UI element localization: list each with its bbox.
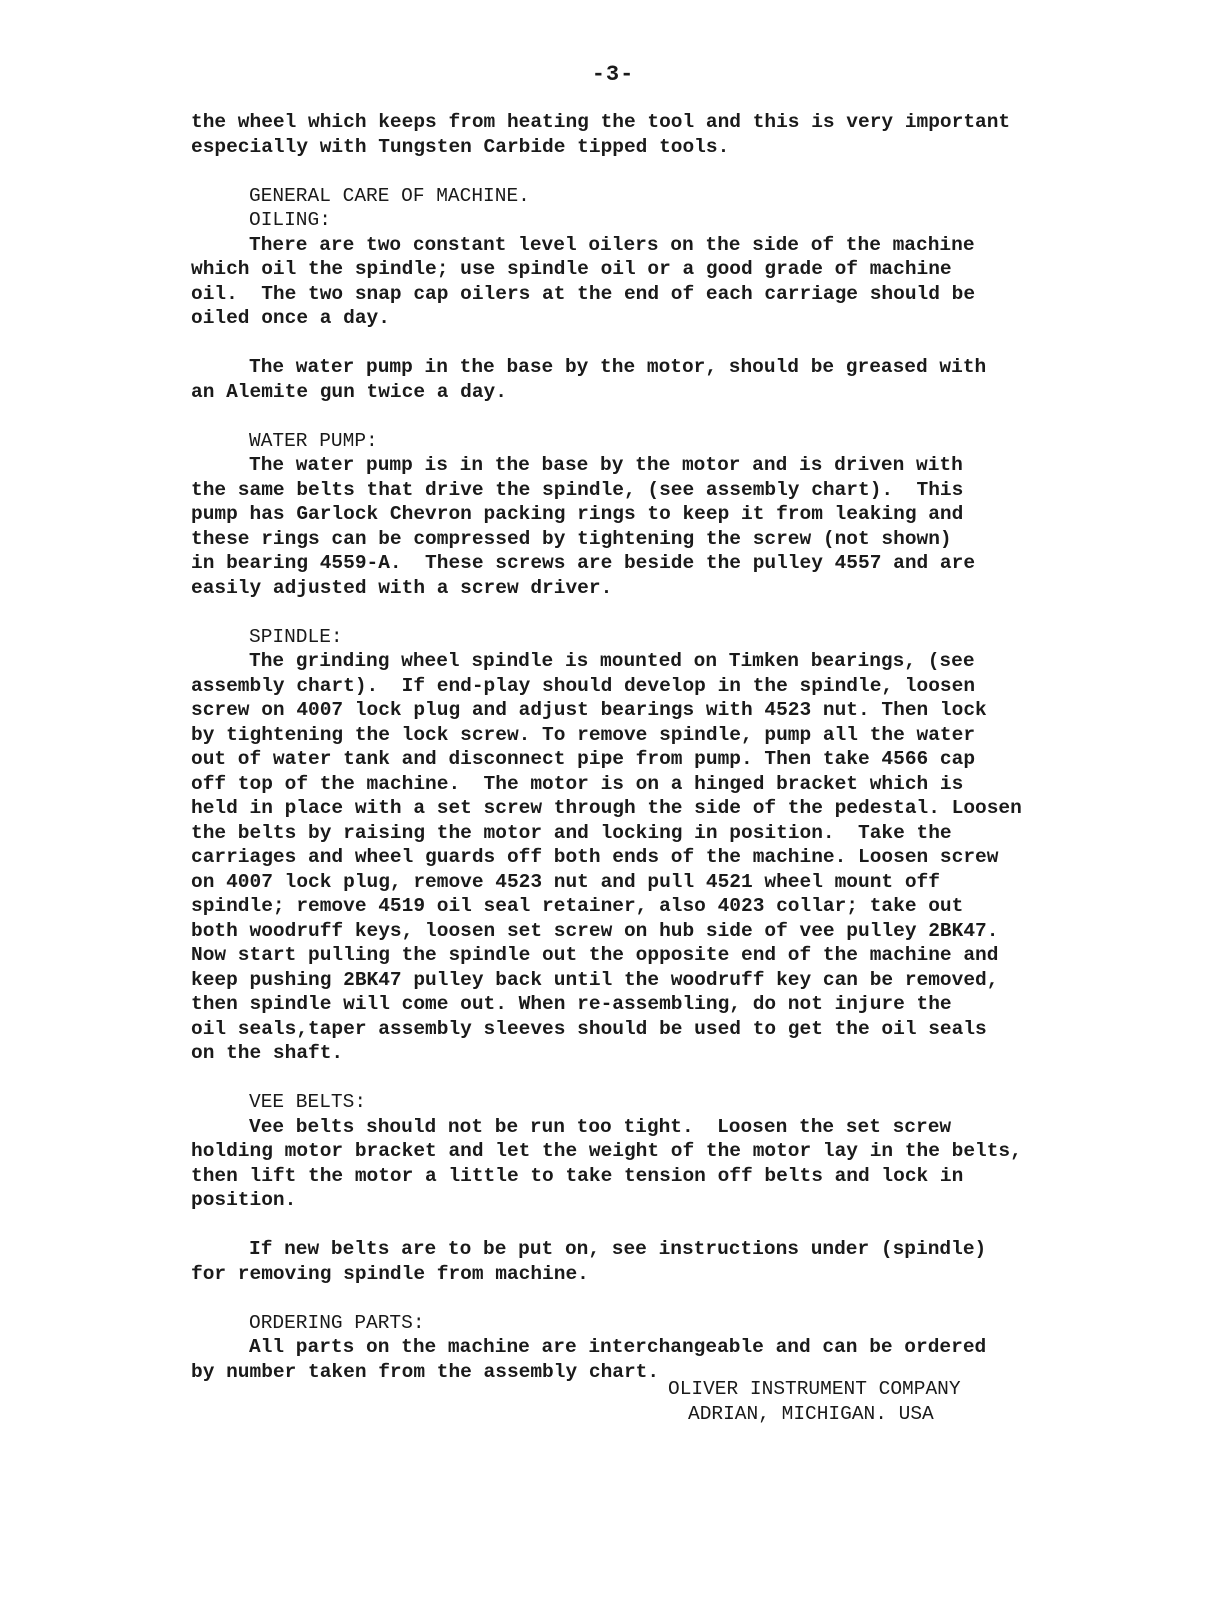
ordering-parts-heading: ORDERING PARTS: <box>249 1311 425 1334</box>
ordering-parts-line: by number taken from the assembly chart. <box>191 1360 660 1383</box>
spindle-line: on the shaft. <box>191 1042 344 1064</box>
oiling-line: oil. The two snap cap oilers at the end of each carriage should be <box>191 282 976 305</box>
ordering-parts-line: All parts on the machine are interchangeable and can be ordered <box>249 1336 987 1358</box>
spindle-line: spindle; remove 4519 oil seal retainer, also 4023 collar; take out <box>191 895 964 917</box>
oiling-line: which oil the spindle; use spindle oil or a good grade of machine <box>191 258 952 280</box>
spindle-heading: SPINDLE: <box>249 625 343 648</box>
company-name: OLIVER INSTRUMENT COMPANY <box>668 1378 961 1400</box>
pump-grease-line: The water pump in the base by the motor, should be greased with <box>249 356 987 378</box>
spindle-line: held in place with a set screw through the side of the pedestal. Loosen <box>191 797 1022 819</box>
spindle-line: both woodruff keys, loosen set screw on hub side of vee pulley 2BK47. <box>191 919 999 942</box>
company-location: ADRIAN, MICHIGAN. USA <box>688 1402 934 1425</box>
spindle-line: carriages and wheel guards off both ends of the machine. Loosen screw <box>191 846 999 868</box>
water-pump-line: pump has Garlock Chevron packing rings to keep it from leaking and <box>191 503 964 525</box>
spindle-line: the belts by raising the motor and locking in position. Take the <box>191 821 952 844</box>
water-pump-line: these rings can be compressed by tightening the screw (not shown) <box>191 527 952 550</box>
spindle-line: oil seals,taper assembly sleeves should be used to get the oil seals <box>191 1017 987 1040</box>
spindle-line: then spindle will come out. When re-assembling, do not injure the <box>191 993 952 1015</box>
new-belts-line: for removing spindle from machine. <box>191 1262 589 1285</box>
spindle-line: assembly chart). If end-play should develop in the spindle, loosen <box>191 674 976 697</box>
new-belts-line: If new belts are to be put on, see instructions under (spindle) <box>249 1238 987 1260</box>
spindle-line: keep pushing 2BK47 pulley back until the woodruff key can be removed, <box>191 968 999 991</box>
oiling-heading: OILING: <box>249 209 331 231</box>
spindle-line: The grinding wheel spindle is mounted on Timken bearings, (see <box>249 650 975 672</box>
vee-belts-line: holding motor bracket and let the weight of the motor lay in the belts, <box>191 1140 1022 1162</box>
intro-line: especially with Tungsten Carbide tipped tools. <box>191 135 730 158</box>
pump-grease-line: an Alemite gun twice a day. <box>191 380 507 403</box>
spindle-line: on 4007 lock plug, remove 4523 nut and pull 4521 wheel mount off <box>191 870 940 893</box>
oiling-line: There are two constant level oilers on the side of the machine <box>249 233 975 256</box>
water-pump-line: the same belts that drive the spindle, (see assembly chart). This <box>191 478 964 501</box>
page-number: -3- <box>591 62 635 87</box>
spindle-line: by tightening the lock screw. To remove spindle, pump all the water <box>191 723 976 746</box>
spindle-line: Now start pulling the spindle out the opposite end of the machine and <box>191 944 999 966</box>
vee-belts-line: Vee belts should not be run too tight. Loosen the set screw <box>249 1115 952 1138</box>
water-pump-heading: WATER PUMP: <box>249 429 378 452</box>
general-care-heading: GENERAL CARE OF MACHINE. <box>249 184 530 207</box>
spindle-line: out of water tank and disconnect pipe from pump. Then take 4566 cap <box>191 748 976 770</box>
water-pump-line: The water pump is in the base by the motor and is driven with <box>249 454 963 476</box>
vee-belts-line: then lift the motor a little to take tension off belts and lock in <box>191 1164 964 1187</box>
document-body <box>191 110 1071 1384</box>
signature-block <box>668 1377 961 1426</box>
water-pump-line: in bearing 4559-A. These screws are beside the pulley 4557 and are <box>191 552 976 574</box>
oiling-line: oiled once a day. <box>191 307 390 329</box>
spindle-line: screw on 4007 lock plug and adjust bearings with 4523 nut. Then lock <box>191 699 987 721</box>
vee-belts-line: position. <box>191 1189 297 1211</box>
intro-line: the wheel which keeps from heating the tool and this is very important <box>191 111 1011 133</box>
spindle-line: off top of the machine. The motor is on a hinged bracket which is <box>191 772 964 795</box>
water-pump-line: easily adjusted with a screw driver. <box>191 576 613 599</box>
vee-belts-heading: VEE BELTS: <box>249 1091 367 1113</box>
